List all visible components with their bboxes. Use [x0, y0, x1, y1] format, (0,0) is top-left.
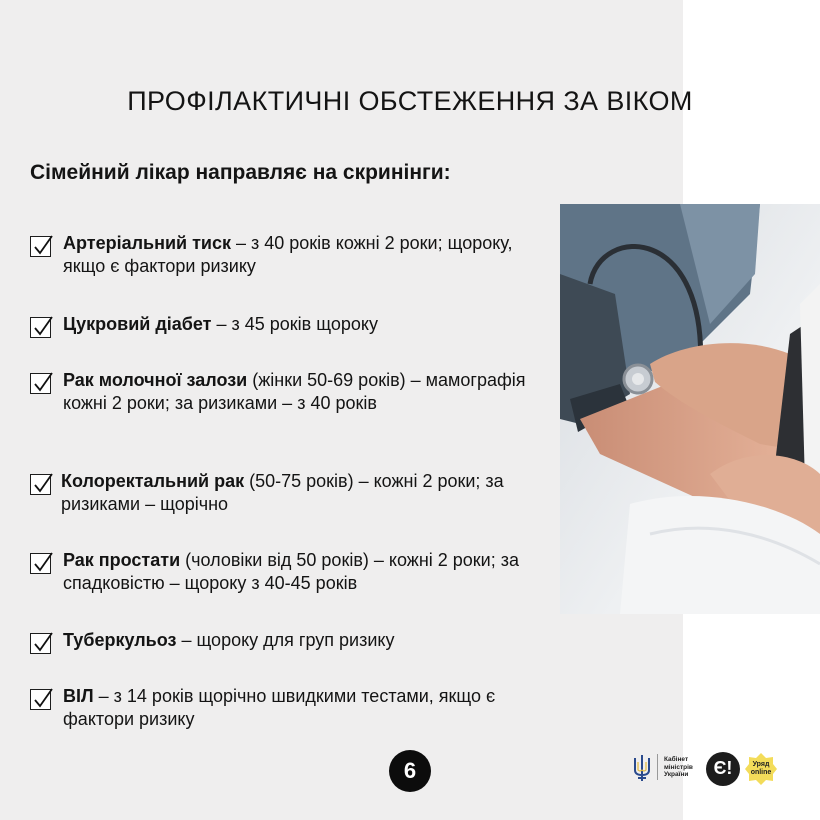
blood-pressure-photo [560, 204, 820, 614]
cabinet-line: Кабінет [664, 756, 689, 763]
cabinet-logo-text [664, 756, 700, 779]
item-description: – щороку для груп ризику [176, 630, 395, 650]
item-description: (чоловіки від 50 років) – кожні 2 роки; за спадковістю – щороку з 40-45 років [63, 550, 519, 593]
item-description: – з 45 років щороку [211, 314, 378, 334]
item-title: Туберкульоз [63, 630, 177, 650]
diia-logo [706, 752, 740, 786]
list-item [30, 629, 555, 652]
page-title: ПРОФІЛАКТИЧНІ ОБСТЕЖЕННЯ ЗА ВІКОМ [127, 86, 693, 116]
check-icon [30, 689, 51, 710]
check-icon [30, 633, 51, 654]
list-item [30, 549, 555, 595]
item-description: – з 40 років кожні 2 роки; щороку, якщо є фактори ризику [63, 233, 513, 276]
item-title: Цукровий діабет [63, 314, 212, 334]
item-description: (жінки 50-69 років) – мамографія кожні 2 роки; за ризиками – з 40 років [63, 370, 526, 413]
page-number: 6 [389, 750, 431, 792]
item-title: Рак молочної залози [63, 370, 248, 390]
list-item [30, 313, 555, 336]
check-icon [30, 317, 51, 338]
list-item [30, 470, 535, 516]
footer-logos [632, 750, 782, 786]
list-item [30, 685, 530, 731]
item-title: Артеріальний тиск [63, 233, 231, 253]
cabinet-line: України [664, 771, 689, 778]
cabinet-line: міністрів [664, 763, 693, 771]
subtitle: Сімейний лікар направляє на скринінги: [30, 161, 451, 184]
uryad-line: Уряд [752, 761, 770, 768]
item-title: ВІЛ [63, 686, 94, 706]
uryad-text [744, 761, 778, 777]
check-icon [30, 553, 51, 574]
uryad-online-logo [744, 752, 778, 786]
uryad-line: online [750, 769, 772, 776]
check-icon [30, 474, 51, 495]
list-item [30, 232, 555, 278]
divider [657, 754, 658, 780]
item-description: (50-75 років) – кожні 2 роки; за ризиками – щорічно [61, 471, 504, 514]
diia-letter: Є! [713, 758, 733, 778]
check-icon [30, 373, 51, 394]
list-item [30, 369, 545, 415]
item-description: – з 14 років щорічно швидкими тестами, якщо є фактори ризику [63, 686, 496, 729]
trident-icon [632, 754, 652, 787]
check-icon [30, 236, 51, 257]
item-title: Рак простати [63, 550, 181, 570]
item-title: Колоректальний рак [61, 471, 245, 491]
